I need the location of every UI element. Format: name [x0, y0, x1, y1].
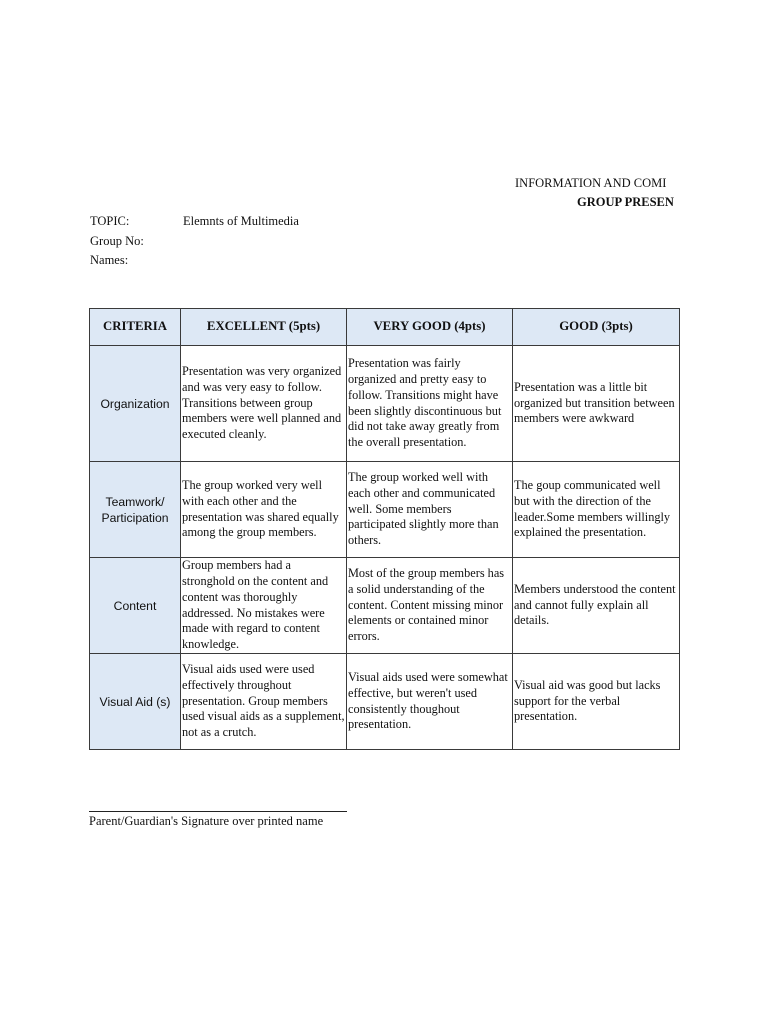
- table-row: [90, 654, 680, 750]
- excellent-cell: The group worked very well with each other and the presentation was shared equally among the group members.: [181, 462, 347, 558]
- excellent-cell: Group members had a stronghold on the content and content was thoroughly addressed. No mistakes were made with regard to content knowledge.: [181, 558, 347, 654]
- criteria-cell: Content: [90, 558, 181, 654]
- criteria-cell: Visual Aid (s): [90, 654, 181, 750]
- table-row: [90, 346, 680, 462]
- topic-value: Elemnts of Multimedia: [183, 214, 299, 228]
- excellent-cell: Presentation was very organized and was very easy to follow. Transitions between group members were well planned and executed cleanly.: [181, 346, 347, 462]
- signature-line: [89, 811, 347, 812]
- header-excellent: EXCELLENT (5pts): [181, 309, 347, 346]
- document-title: INFORMATION AND COMI: [515, 176, 667, 190]
- signature-label: Parent/Guardian's Signature over printed name: [89, 814, 324, 828]
- header-very-good: VERY GOOD (4pts): [347, 309, 513, 346]
- criteria-cell: Organization: [90, 346, 181, 462]
- names-label: Names:: [90, 253, 129, 267]
- very-good-cell: Presentation was fairly organized and pretty easy to follow. Transitions might have been slightly discontinuous but did not take away greatly from the overall presentation.: [347, 346, 513, 462]
- excellent-cell: Visual aids used were used effectively throughout presentation. Group members used visual aids as a supplement, not as a crutch.: [181, 654, 347, 750]
- criteria-cell: Teamwork/ Participation: [90, 462, 181, 558]
- table-row: [90, 558, 680, 654]
- good-cell: The goup communicated well but with the direction of the leader.Some members willingly explained the presentation.: [513, 462, 680, 558]
- group-no-label: Group No:: [90, 234, 144, 248]
- table-header-row: [90, 309, 680, 346]
- very-good-cell: The group worked well with each other and communicated well. Some members participated slightly more than others.: [347, 462, 513, 558]
- good-cell: Members understood the content and cannot fully explain all details.: [513, 558, 680, 654]
- very-good-cell: Most of the group members has a solid understanding of the content. Content missing minor elements or contained minor errors.: [347, 558, 513, 654]
- rubric-table: [89, 308, 680, 750]
- very-good-cell: Visual aids used were somewhat effective, but weren't used consistently thoughout presentation.: [347, 654, 513, 750]
- table-row: [90, 462, 680, 558]
- document-subtitle: GROUP PRESEN: [577, 195, 674, 209]
- topic-label: TOPIC:: [90, 214, 130, 228]
- header-good: GOOD (3pts): [513, 309, 680, 346]
- good-cell: Visual aid was good but lacks support for the verbal presentation.: [513, 654, 680, 750]
- good-cell: Presentation was a little bit organized but transition between members were awkward: [513, 346, 680, 462]
- header-criteria: CRITERIA: [90, 309, 181, 346]
